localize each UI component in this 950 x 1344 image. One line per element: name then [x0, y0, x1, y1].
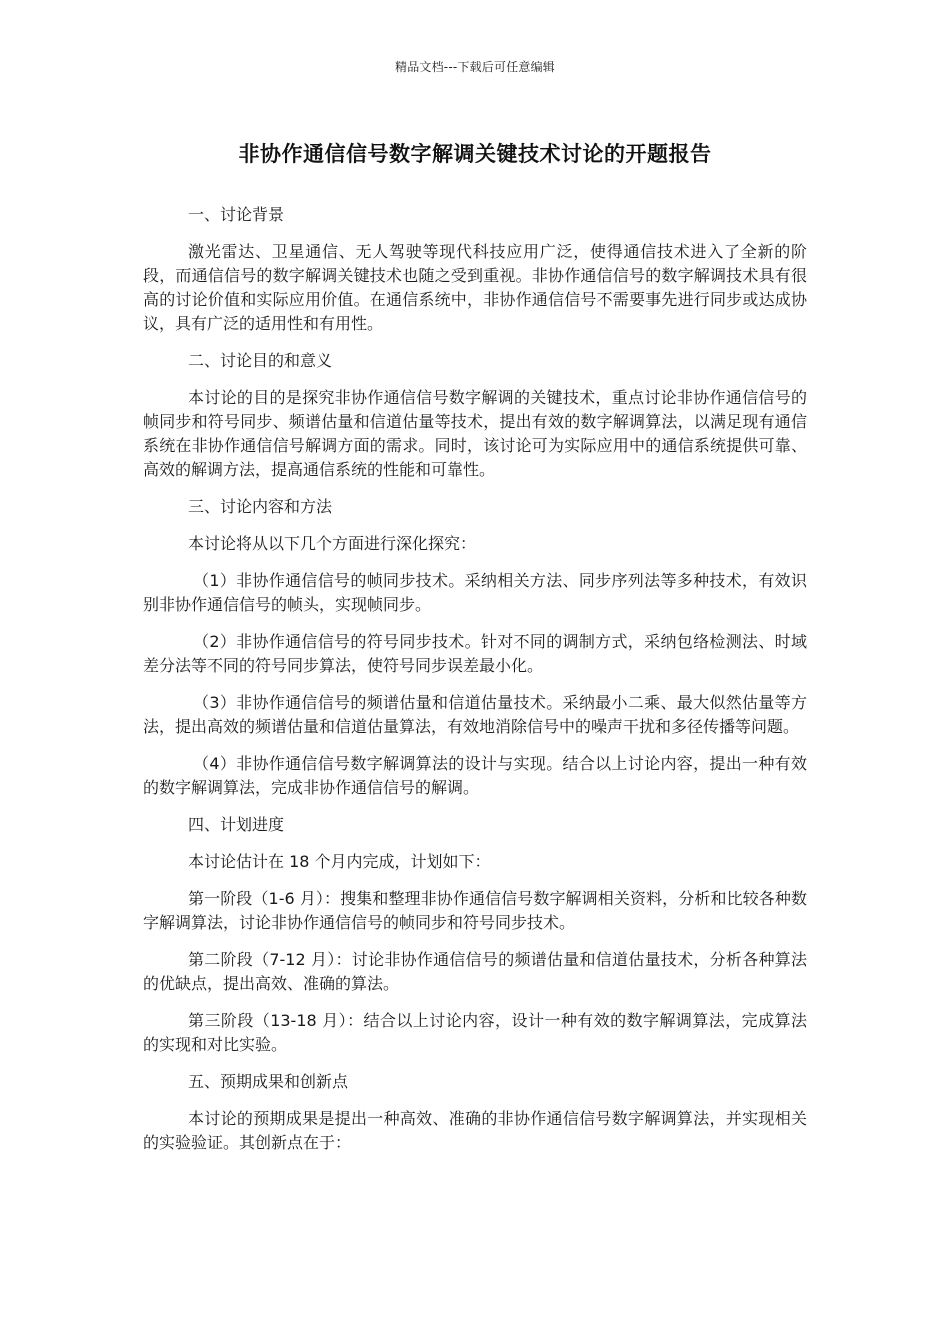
schedule-stage: 第一阶段（1-6 月）：搜集和整理非协作通信信号数字解调相关资料，分析和比较各种数字解调算法，讨论非协作通信信号的帧同步和符号同步技术。 — [143, 889, 807, 932]
header-note: 精品文档---下载后可任意编辑 — [395, 60, 555, 74]
section-heading-schedule: 四、计划进度 — [188, 815, 285, 834]
list-item: （3）非协作通信信号的频谱估量和信道估量技术。采纳最小二乘、最大似然估量等方法，提出高效的频谱估量和信道估量算法，有效地消除信号中的噪声干扰和多径传播等问题。 — [143, 693, 807, 736]
paragraph-background: 激光雷达、卫星通信、无人驾驶等现代科技应用广泛，使得通信技术进入了全新的阶段，而通信信号的数字解调关键技术也随之受到重视。非协作通信信号的数字解调技术具有很高的讨论价值和实际应用价值。在通信系统中，非协作通信信号不需要事先进行同步或达成协议，具有广泛的适用性和有用性。 — [143, 242, 807, 333]
paragraph-schedule-intro: 本讨论估计在 18 个月内完成，计划如下： — [188, 852, 491, 871]
document-title: 非协作通信信号数字解调关键技术讨论的开题报告 — [238, 142, 712, 166]
paragraph-content-intro: 本讨论将从以下几个方面进行深化探究： — [188, 534, 477, 553]
section-heading-outcomes: 五、预期成果和创新点 — [188, 1072, 349, 1091]
section-heading-purpose: 二、讨论目的和意义 — [188, 351, 333, 370]
document-body — [143, 203, 807, 1168]
schedule-stage: 第三阶段（13-18 月）：结合以上讨论内容，设计一种有效的数字解调算法，完成算法的实现和对比实验。 — [143, 1011, 807, 1054]
paragraph-outcomes: 本讨论的预期成果是提出一种高效、准确的非协作通信信号数字解调算法，并实现相关的实验验证。其创新点在于： — [143, 1109, 807, 1152]
schedule-stage: 第二阶段（7-12 月）：讨论非协作通信信号的频谱估量和信道估量技术，分析各种算法的优缺点，提出高效、准确的算法。 — [143, 950, 807, 993]
list-item: （4）非协作通信信号数字解调算法的设计与实现。结合以上讨论内容，提出一种有效的数字解调算法，完成非协作通信信号的解调。 — [143, 754, 807, 797]
list-item: （1）非协作通信信号的帧同步技术。采纳相关方法、同步序列法等多种技术，有效识别非协作通信信号的帧头，实现帧同步。 — [143, 571, 807, 614]
list-item: （2）非协作通信信号的符号同步技术。针对不同的调制方式，采纳包络检测法、时域差分法等不同的符号同步算法，使符号同步误差最小化。 — [143, 632, 807, 675]
paragraph-purpose: 本讨论的目的是探究非协作通信信号数字解调的关键技术，重点讨论非协作通信信号的帧同步和符号同步、频谱估量和信道估量等技术，提出有效的数字解调算法，以满足现有通信系统在非协作通信信号解调方面的需求。同时，该讨论可为实际应用中的通信系统提供可靠、高效的解调方法，提高通信系统的性能和可靠性。 — [143, 388, 807, 479]
section-heading-background: 一、讨论背景 — [188, 205, 285, 224]
section-heading-content: 三、讨论内容和方法 — [188, 497, 333, 516]
